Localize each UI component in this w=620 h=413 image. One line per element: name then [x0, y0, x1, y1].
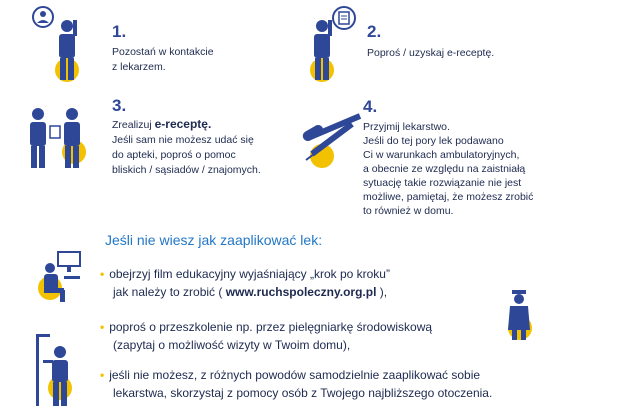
- step-2-number: 2.: [367, 22, 382, 41]
- step-2-text: Poproś / uzyskaj e-receptę.: [367, 47, 495, 59]
- bullet-2-text: poproś o przeszkolenie np. przez pielęgniarkę środowiskową: [109, 320, 433, 334]
- step-4-text: [363, 120, 533, 218]
- step-3-line: Jeśli sam nie możesz udać się: [112, 134, 254, 146]
- bullet-1-line-2: [100, 283, 390, 301]
- step-3-prefix: Zrealizuj: [112, 119, 155, 131]
- computer-video-icon: [36, 250, 92, 306]
- step-1-line: Pozostań w kontakcie: [112, 46, 214, 58]
- step-1-text: [112, 45, 214, 75]
- bullet-1-suffix: ),: [376, 285, 388, 299]
- doctor-contact-icon: [30, 4, 90, 84]
- bullet-2: [100, 318, 432, 354]
- bullet-dot: •: [100, 368, 105, 382]
- step-3-text: [112, 117, 261, 178]
- step-4-line: sytuację takie rozwiązanie nie jest: [363, 177, 522, 189]
- bullet-3: [100, 366, 492, 402]
- e-prescription-icon: [300, 4, 360, 84]
- website-link[interactable]: www.ruchspoleczny.org.pl: [225, 285, 377, 299]
- step-1-line: z lekarzem.: [112, 61, 166, 73]
- bullet-3-line-1: [100, 366, 492, 384]
- step-4-line: a obecnie ze względu na zaistniałą: [363, 163, 526, 175]
- bullet-3-line-2: lekarstwa, skorzystaj z pomocy osób z Twojego najbliższego otoczenia.: [113, 386, 493, 400]
- step-1-number: 1.: [112, 22, 127, 41]
- step-4-line: Jeśli do tej pory lek podawano: [363, 135, 504, 147]
- step-3-line: bliskich / sąsiadów / znajomych.: [112, 164, 261, 176]
- support-person-icon: [30, 330, 80, 410]
- bullet-dot: •: [100, 267, 105, 281]
- bullet-1-line-1: [100, 265, 390, 283]
- info-heading: Jeśli nie wiesz jak zaaplikować lek:: [105, 232, 323, 248]
- step-4-line: możliwe, pamiętaj, że możesz zrobić: [363, 191, 534, 203]
- bullet-2-line-2: (zapytaj o możliwość wizyty w Twoim domu),: [113, 338, 351, 352]
- bullet-dot: •: [100, 320, 105, 334]
- step-4-number: 4.: [363, 97, 378, 116]
- bullet-3-text: jeśli nie możesz, z różnych powodów samodzielnie zaaplikować sobie: [109, 368, 481, 382]
- step-4-line: to również w domu.: [363, 205, 454, 217]
- pharmacy-help-icon: [22, 106, 94, 170]
- step-3-line: do apteki, poproś o pomoc: [112, 149, 236, 161]
- step-3-title-line: [112, 117, 261, 133]
- step-4-line: Przyjmij lekarstwo.: [363, 121, 450, 133]
- bullet-1-text: obejrzyj film edukacyjny wyjaśniający „krok po kroku”: [109, 267, 390, 281]
- bullet-2-line-1: [100, 318, 432, 336]
- step-3-number: 3.: [112, 96, 127, 115]
- step-3-title: e-receptę.: [154, 117, 212, 131]
- nurse-icon: [500, 290, 540, 342]
- bullet-1: [100, 265, 390, 301]
- bullet-1-prefix: jak należy to zrobić (: [113, 285, 226, 299]
- medicine-icon: [300, 114, 364, 170]
- step-4-line: Ci w warunkach ambulatoryjnych,: [363, 149, 520, 161]
